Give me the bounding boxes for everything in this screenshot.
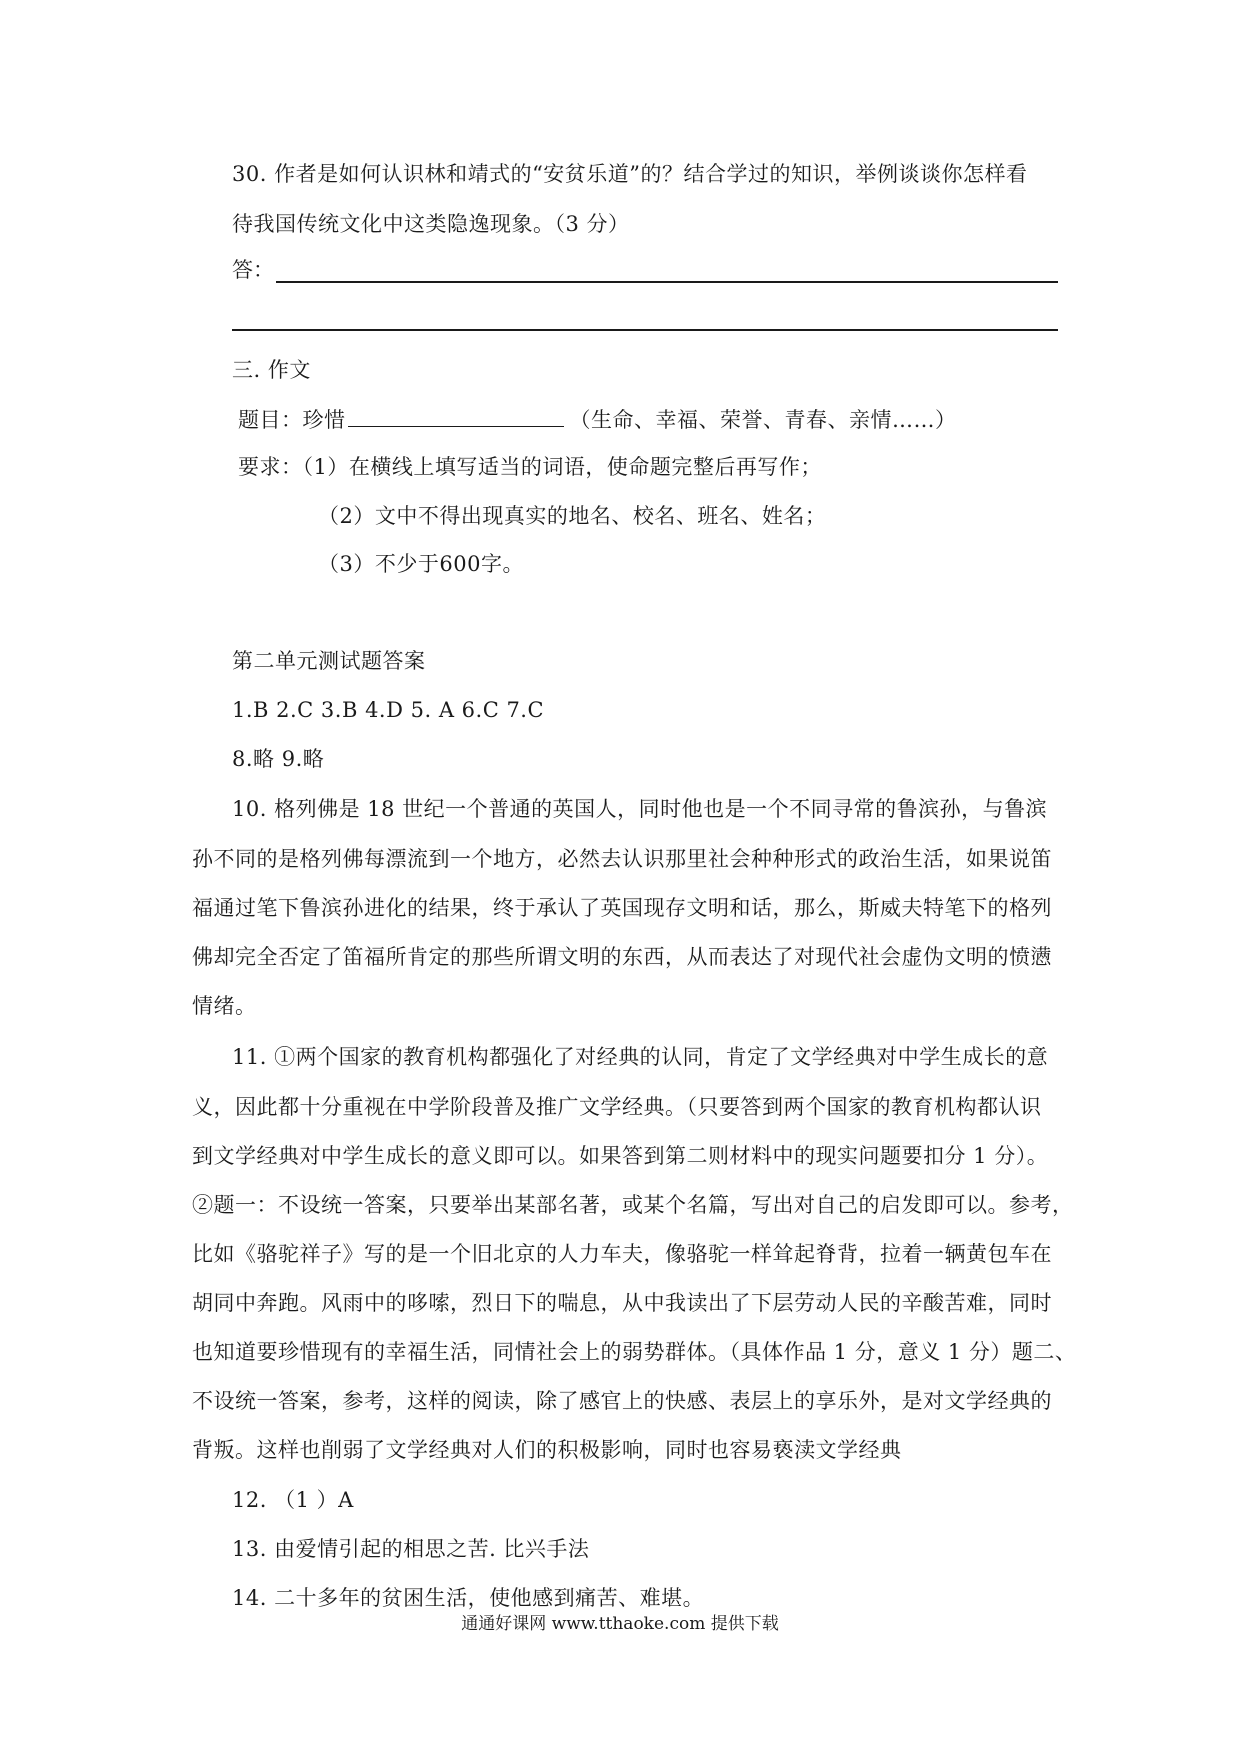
answer-10-line: 佛却完全否定了笛福所肯定的那些所谓文明的东西，从而表达了对现代社会虚伪文明的愤懑 <box>192 945 1052 969</box>
requirement-1: 要求：（1）在横线上填写适当的词语，使命题完整后再写作； <box>238 455 822 479</box>
q30-line-1: 30. 作者是如何认识林和靖式的“安贫乐道”的？结合学过的知识，举例谈谈你怎样看 <box>232 162 1028 186</box>
answer-line-2 <box>232 329 1058 331</box>
requirement-3: （3）不少于600字。 <box>318 552 524 576</box>
answer-11-line: 比如《骆驼祥子》写的是一个旧北京的人力车夫，像骆驼一样耸起脊背，拉着一辆黄包车在 <box>192 1242 1052 1266</box>
answers-1-7: 1.B 2.C 3.B 4.D 5. A 6.C 7.C <box>232 698 545 722</box>
answer-11-line: 也知道要珍惜现有的幸福生活，同情社会上的弱势群体。（具体作品 1 分，意义 1 分）题二、 <box>192 1340 1077 1364</box>
answer-label: 答： <box>232 258 274 282</box>
composition-heading: 三. 作文 <box>232 358 311 382</box>
answer-11-line: 义，因此都十分重视在中学阶段普及推广文学经典。（只要答到两个国家的教育机构都认识 <box>192 1095 1042 1119</box>
answer-10-line: 情绪。 <box>192 994 257 1018</box>
answer-11-line: 11. ①两个国家的教育机构都强化了对经典的认同，肯定了文学经典对中学生成长的意 <box>232 1045 1049 1069</box>
answers-heading: 第二单元测试题答案 <box>232 649 426 673</box>
answer-11-line: 背叛。这样也削弱了文学经典对人们的积极影响，同时也容易亵渎文学经典 <box>192 1438 902 1462</box>
answer-10-line: 孙不同的是格列佛每漂流到一个地方，必然去认识那里社会种种形式的政治生活，如果说笛 <box>192 847 1052 871</box>
topic-suffix: （生命、幸福、荣誉、青春、亲情……） <box>569 408 957 432</box>
page-footer <box>0 1612 1240 1636</box>
footer-text: 通通好课网 www.tthaoke.com 提供下载 <box>461 1614 779 1634</box>
answer-10-line: 10. 格列佛是 18 世纪一个普通的英国人，同时他也是一个不同寻常的鲁滨孙，与鲁滨 <box>232 797 1048 821</box>
answer-14: 14. 二十多年的贫困生活，使他感到痛苦、难堪。 <box>232 1586 705 1610</box>
answer-11-line: 不设统一答案，参考，这样的阅读，除了感官上的快感、表层上的享乐外，是对文学经典的 <box>192 1389 1052 1413</box>
answer-11-line: 到文学经典对中学生成长的意义即可以。如果答到第二则材料中的现实问题要扣分 1 分）。 <box>192 1144 1049 1168</box>
composition-topic <box>238 404 957 434</box>
answer-11-line: ②题一：不设统一答案，只要举出某部名著，或某个名篇，写出对自己的启发即可以。参考， <box>192 1193 1074 1217</box>
q30-answer-row <box>232 256 1058 288</box>
topic-prefix: 题目：珍惜 <box>238 408 346 432</box>
answers-8-9: 8.略 9.略 <box>232 747 325 771</box>
answer-13: 13. 由爱情引起的相思之苦. 比兴手法 <box>232 1537 590 1561</box>
answer-11-line: 胡同中奔跑。风雨中的哆嗦，烈日下的喘息，从中我读出了下层劳动人民的辛酸苦难，同时 <box>192 1291 1052 1315</box>
topic-blank <box>348 404 564 427</box>
answer-line-1 <box>276 281 1058 283</box>
answer-12: 12. （1 ）A <box>232 1488 354 1512</box>
answer-10-line: 福通过笔下鲁滨孙进化的结果，终于承认了英国现存文明和话，那么，斯威夫特笔下的格列 <box>192 896 1052 920</box>
requirement-2: （2）文中不得出现真实的地名、校名、班名、姓名； <box>318 504 827 528</box>
q30-line-2: 待我国传统文化中这类隐逸现象。（3 分） <box>232 212 630 236</box>
